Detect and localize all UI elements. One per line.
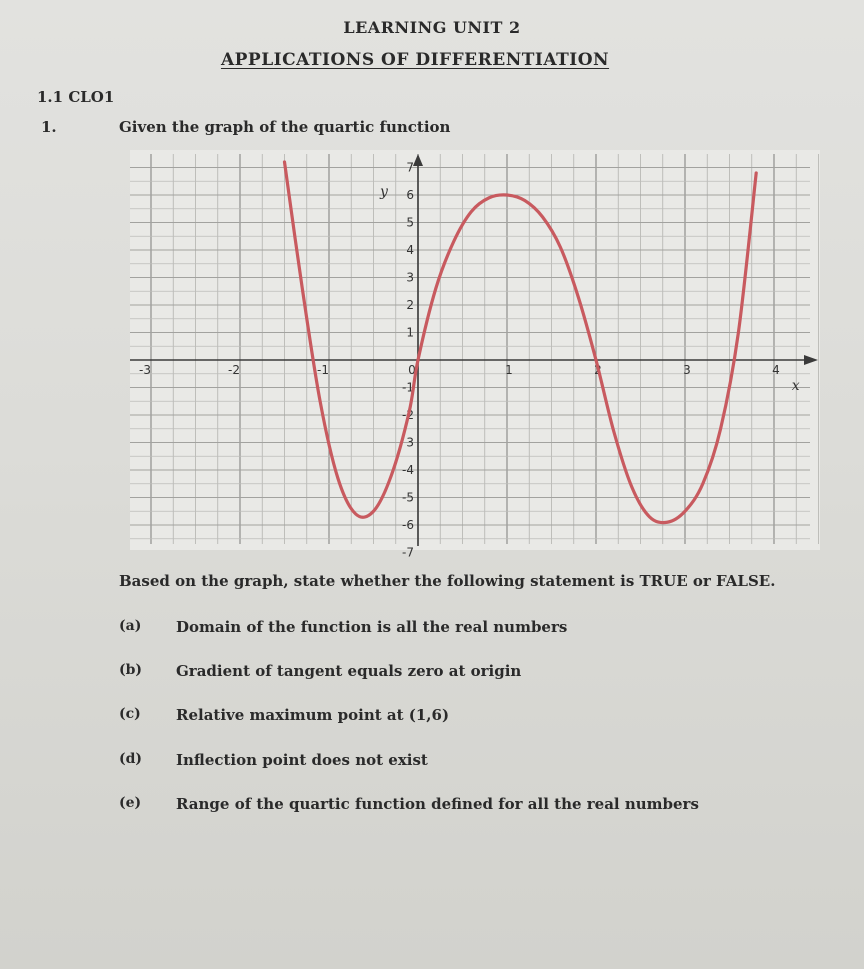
item-d-text: Inflection point does not exist [176, 751, 428, 769]
item-a-label: (a) [119, 618, 142, 634]
y-axis-label: y [380, 183, 388, 200]
x-tick-label: -2 [228, 363, 240, 377]
item-e-label: (e) [119, 795, 142, 811]
x-tick-label: 0 [408, 363, 416, 377]
x-tick-label: 3 [683, 363, 691, 377]
instruction-text: Based on the graph, state whether the following statement is TRUE or FALSE. [119, 572, 776, 590]
item-c-text: Relative maximum point at (1,6) [176, 706, 450, 724]
question-text: Given the graph of the quartic function [119, 118, 451, 136]
quartic-graph [130, 150, 820, 560]
x-tick-label: -1 [317, 363, 329, 377]
topic-title: APPLICATIONS OF DIFFERENTIATION [220, 50, 610, 70]
y-tick-label: 5 [406, 215, 414, 230]
y-tick-label: 1 [406, 325, 414, 340]
section-code: 1.1 CLO1 [37, 88, 115, 106]
y-tick-label: -1 [402, 380, 414, 395]
x-tick-label: 2 [594, 363, 602, 377]
y-tick-label: 4 [406, 243, 414, 257]
y-tick-label: 7 [406, 160, 414, 175]
item-b-label: (b) [119, 662, 143, 678]
item-a-text: Domain of the function is all the real numbers [176, 618, 568, 636]
y-tick-label: 6 [406, 188, 414, 202]
x-axis-label: x [791, 378, 800, 394]
graph-background [130, 150, 820, 550]
x-tick-label: 1 [505, 363, 513, 377]
item-c-label: (c) [119, 706, 141, 722]
y-tick-label: -5 [402, 490, 414, 505]
x-tick-label: -3 [139, 363, 151, 377]
y-tick-label: -2 [402, 408, 414, 422]
y-tick-label: -4 [402, 463, 414, 477]
x-tick-label: 4 [772, 363, 780, 377]
graph-svg [130, 150, 820, 560]
y-tick-label: -7 [402, 545, 414, 560]
question-number: 1. [41, 118, 57, 136]
y-tick-label: 3 [406, 435, 414, 450]
y-tick-label: 3 [406, 270, 414, 285]
item-e-text: Range of the quartic function defined for all the real numbers [176, 795, 699, 813]
item-b-text: Gradient of tangent equals zero at origin [176, 662, 522, 680]
y-tick-label: 2 [406, 298, 414, 312]
item-d-label: (d) [119, 751, 143, 767]
unit-title: LEARNING UNIT 2 [343, 18, 521, 37]
y-tick-label: -6 [402, 518, 414, 532]
